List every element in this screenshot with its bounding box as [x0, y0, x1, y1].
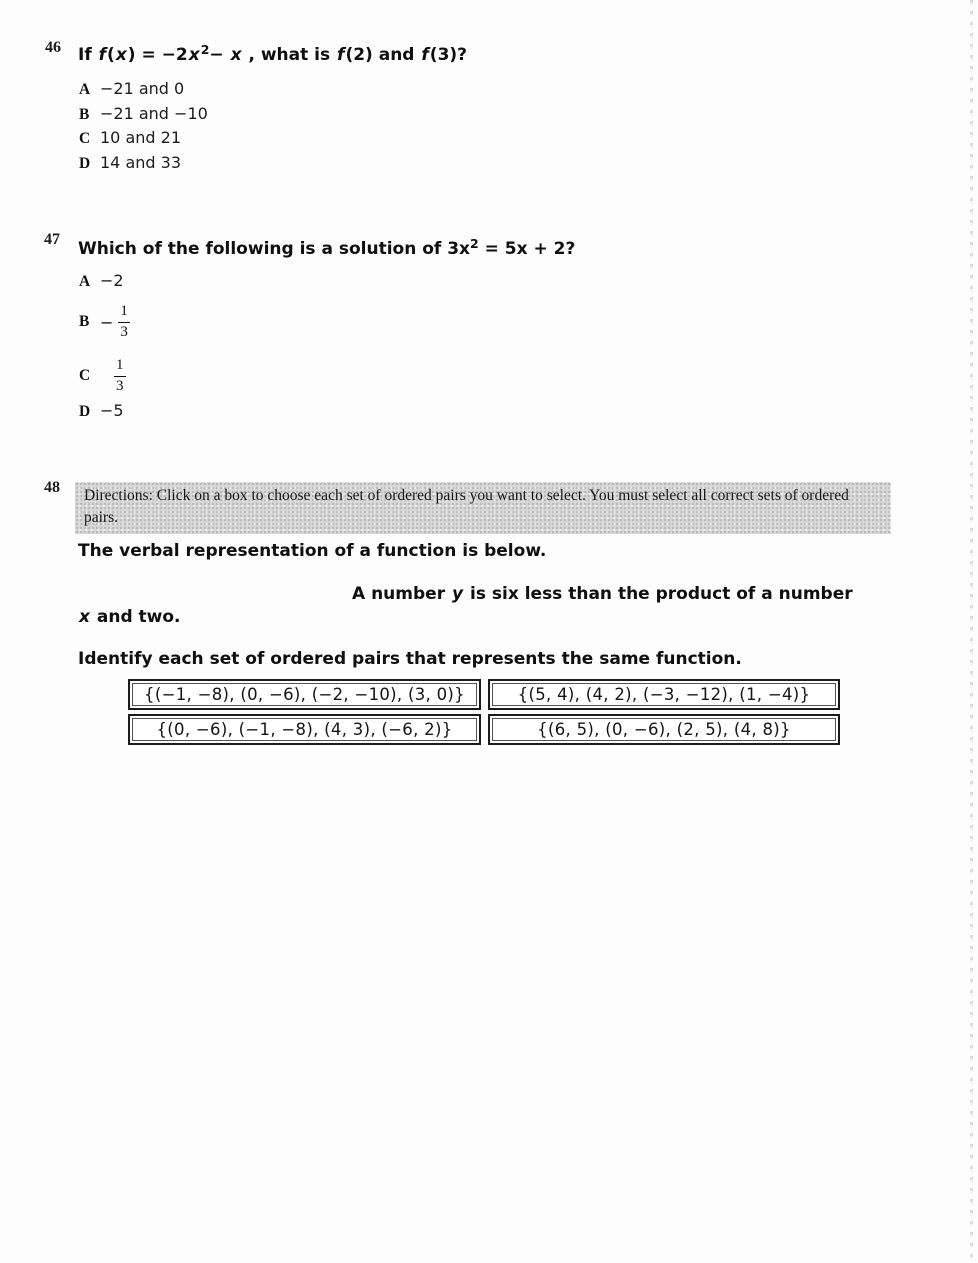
choice-letter: C	[79, 367, 91, 384]
math-var-y: y	[452, 584, 464, 604]
stem-segment: = 5x + 2?	[478, 239, 576, 259]
choice-text: 10 and 21	[100, 128, 181, 147]
ordered-pairs-grid	[128, 679, 840, 745]
stem-segment: , what is	[242, 45, 337, 65]
math-var-f: f	[337, 45, 345, 65]
stem-segment: and two.	[90, 607, 181, 627]
choice-letter: B	[79, 313, 90, 330]
math-var-x: x	[188, 45, 200, 65]
fraction-denominator: 3	[116, 377, 124, 394]
choice-text: −5	[100, 401, 124, 420]
ordered-pair-box-1[interactable]	[128, 679, 481, 710]
question-48-number: 48	[44, 479, 60, 496]
choice-letter: D	[79, 403, 91, 420]
math-var-x: x	[79, 607, 90, 627]
choice-letter: B	[79, 105, 90, 123]
fraction-denominator: 3	[120, 323, 128, 340]
choice-letter: D	[79, 154, 91, 172]
choice-text: 14 and 33	[100, 152, 181, 172]
choice-letter: A	[79, 81, 91, 98]
choice-letter: C	[79, 130, 91, 147]
verbal-statement-line1	[352, 584, 853, 604]
stem-segment: Which of the following is a solution of 3x	[78, 239, 471, 259]
stem-segment: (	[107, 45, 115, 65]
math-var-f: f	[98, 45, 107, 65]
question-47-stem	[78, 236, 576, 259]
choice-row-c	[79, 128, 208, 153]
stem-segment: is six less than the product of a number	[464, 584, 853, 604]
question-47-number: 47	[44, 231, 60, 248]
verbal-statement-line2	[78, 607, 181, 627]
choice-row-b	[79, 297, 130, 347]
choice-text: −2	[100, 271, 124, 290]
question-46-number: 46	[45, 39, 61, 56]
choice-row-b	[79, 104, 208, 129]
choice-text: −21 and −10	[100, 103, 208, 123]
stem-segment: If	[78, 45, 98, 65]
verbal-intro-line: The verbal representation of a function is below.	[78, 541, 547, 561]
choice-letter: A	[79, 273, 91, 290]
choice-row-a	[79, 271, 124, 296]
stem-segment: ) = −2	[127, 45, 188, 65]
choice-row-d	[79, 153, 208, 178]
ordered-pair-box-3[interactable]	[128, 714, 481, 745]
choice-row-d	[79, 401, 124, 426]
ordered-pair-box-4[interactable]	[488, 714, 840, 745]
exponent: 2	[470, 236, 479, 251]
minus-sign: −	[100, 312, 114, 332]
math-var-x: x	[115, 45, 127, 65]
ordered-pair-text: {(0, −6), (−1, −8), (4, 3), (−6, 2)}	[132, 718, 477, 741]
ordered-pair-text: {(6, 5), (0, −6), (2, 5), (4, 8)}	[492, 718, 836, 741]
scan-edge-artifact	[970, 0, 973, 1263]
exponent: 2	[200, 42, 210, 57]
fraction-numerator: 1	[114, 357, 126, 376]
choice-row-a	[79, 79, 208, 104]
stem-segment: −	[209, 45, 230, 65]
directions-banner: Directions: Click on a box to choose each set of ordered pairs you want to select. You must select all correct sets of ordered pairs.	[75, 482, 891, 534]
fraction	[118, 303, 130, 341]
ordered-pair-text: {(5, 4), (4, 2), (−3, −12), (1, −4)}	[492, 683, 836, 706]
ordered-pair-text: {(−1, −8), (0, −6), (−2, −10), (3, 0)}	[132, 683, 477, 706]
fraction	[114, 357, 126, 395]
stem-segment: (2) and	[345, 45, 421, 65]
identify-prompt: Identify each set of ordered pairs that represents the same function.	[78, 649, 742, 669]
choice-text: −21 and 0	[100, 79, 185, 98]
choice-row-c	[79, 351, 126, 401]
stem-segment: (3)?	[429, 45, 468, 65]
math-var-x: x	[230, 45, 242, 65]
fraction-numerator: 1	[118, 303, 130, 322]
stem-segment: A number	[352, 584, 451, 604]
ordered-pair-box-2[interactable]	[488, 679, 840, 710]
question-46-stem	[78, 42, 468, 65]
question-46-choices	[79, 79, 208, 177]
math-var-f: f	[421, 45, 429, 65]
